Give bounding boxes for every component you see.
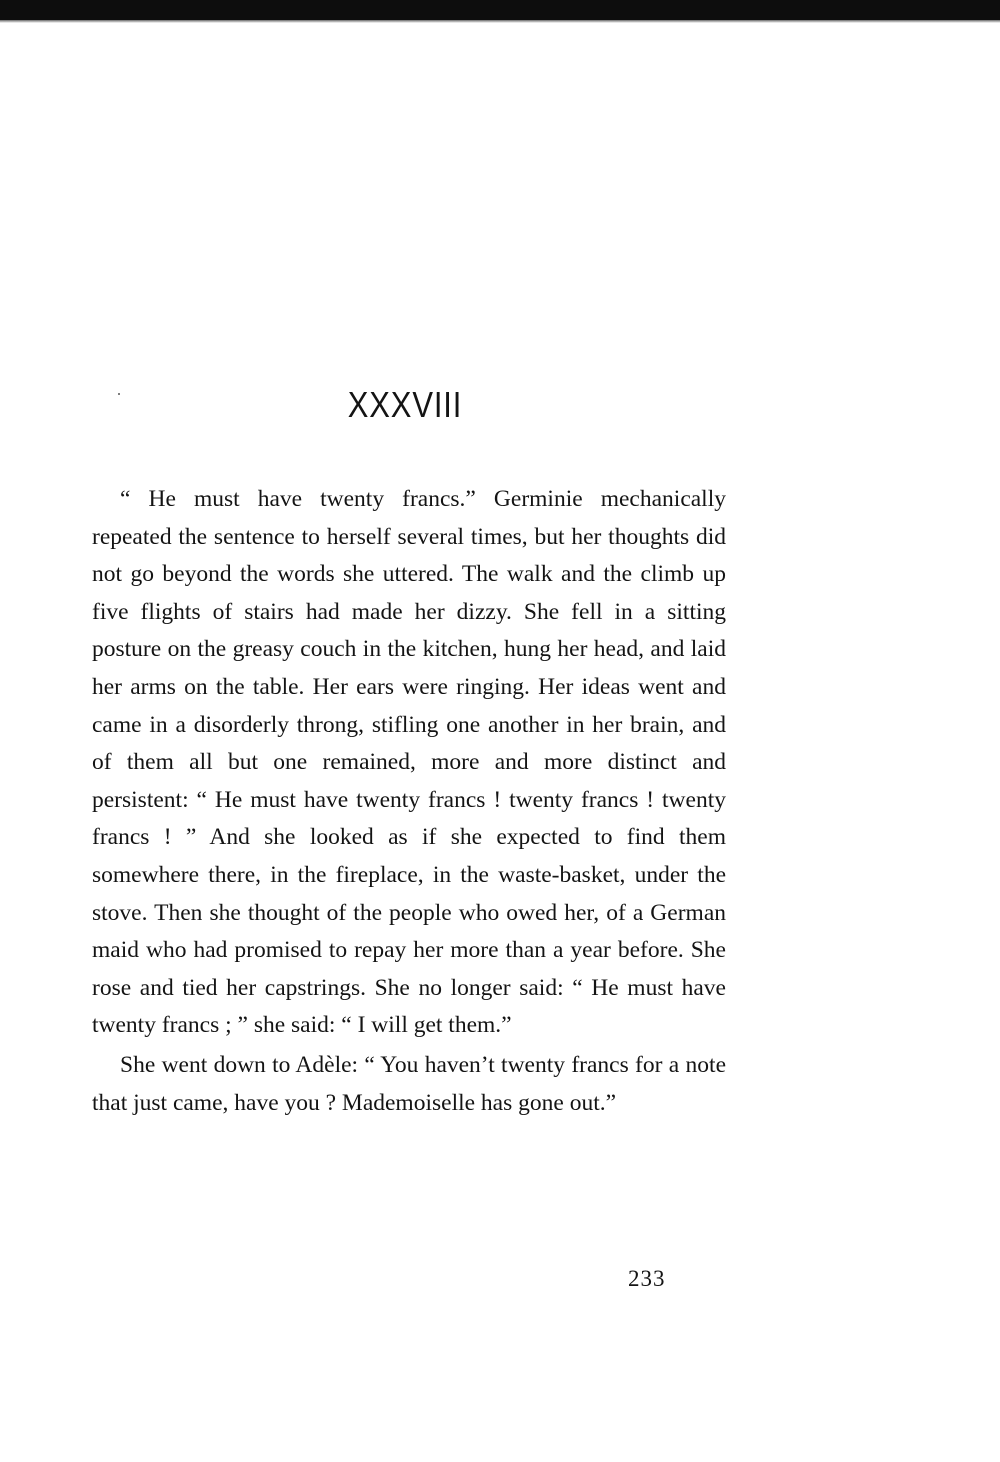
body-text (92, 481, 726, 1122)
paragraph-1: “ He must have twenty francs.” Germinie mechanically repeated the sentence to herself several times, but her thoughts did not go beyond the words she uttered. The walk and the climb up five flights of stairs had made her dizzy. She fell in a sitting posture on the greasy couch in the kitchen, hung her head, and laid her arms on the table. Her ears were ringing. Her ideas went and came in a disorderly throng, stifling one another in her brain, and of them all but one remained, more and more distinct and persistent: “ He must have twenty francs ! twenty francs ! twenty francs ! ” And she looked as if she expected to find them somewhere there, in the fireplace, in the waste-basket, under the stove. Then she thought of the people who owed her, of a German maid who had promised to repay her more than a year before. She rose and tied her capstrings. She no longer said: “ He must have twenty francs ; ” she said: “ I will get them.” (92, 486, 726, 1039)
scan-edge-shadow (0, 20, 1000, 23)
paragraph-2: She went down to Adèle: “ You haven’t twenty francs for a note that just came, have you ? Mademoiselle has gone out.” (92, 1051, 726, 1116)
page-number: 233 (628, 1266, 666, 1291)
chapter-heading: XXXVIII (347, 384, 463, 425)
scan-top-edge (0, 0, 1000, 20)
